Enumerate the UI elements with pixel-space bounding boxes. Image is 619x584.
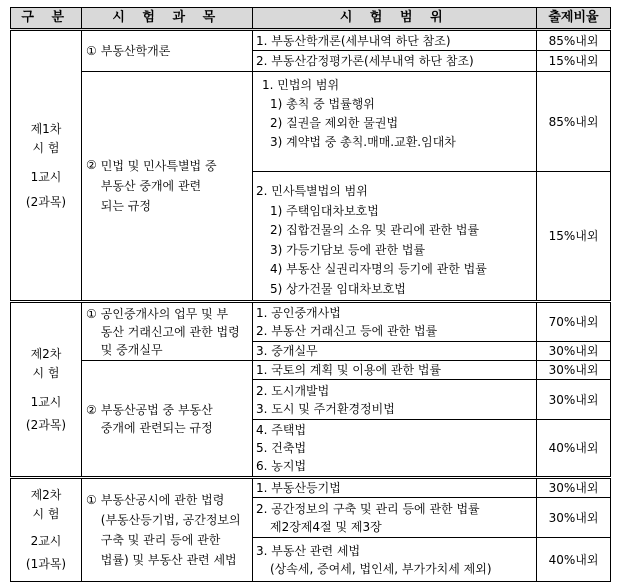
ratio-cell: 40%내외 (537, 538, 611, 582)
range-line: 1. 공인중개사법 (256, 306, 341, 320)
subject-line: 되는 규정 (100, 199, 151, 213)
subject-number: ① (86, 44, 97, 58)
gubun-line: 시 험 (32, 365, 60, 380)
gubun-line: 1교시 (30, 394, 62, 409)
range-line: 2. 민사특별법의 범위 (256, 184, 368, 198)
header-ratio: 출제비율 (537, 8, 611, 30)
range-line: 1. 국토의 계획 및 이용에 관한 법률 (256, 363, 442, 377)
range-line: 4. 주택법 (256, 423, 307, 437)
range-line: 2. 공간정보의 구축 및 관리 등에 관한 법률 (256, 501, 480, 516)
gubun-line: (2과목) (25, 194, 67, 209)
range-cell (253, 51, 537, 72)
range-line: 1) 주택임대차보호법 (270, 203, 379, 218)
range-line: 1. 부동산등기법 (256, 481, 341, 495)
ratio-cell: 30%내외 (537, 380, 611, 420)
header-range: 시 험 범 위 (253, 8, 537, 30)
range-line: 5) 상가건물 임대차보호법 (270, 281, 406, 296)
gubun-line: 제1차 (30, 121, 62, 136)
subject-number: ② (86, 158, 97, 172)
range-cell (253, 538, 537, 582)
subject-text: 부동산학개론 (100, 44, 171, 58)
header-subject: 시 험 과 목 (82, 8, 253, 30)
range-cell (253, 420, 537, 478)
subject-line: 공인중개사의 업무 및 부 (100, 306, 229, 321)
range-line: 2) 질권을 제외한 물권법 (270, 116, 399, 130)
exam1-subject-1 (82, 30, 253, 72)
range-line: 6. 농지법 (256, 459, 307, 473)
subject-line: 법률) 및 부동산 관련 세법 (100, 553, 237, 567)
subject-number: ② (86, 402, 97, 417)
gubun-line: 제2차 (30, 488, 62, 502)
gubun-line: (2과목) (25, 417, 67, 432)
range-line: 2. 부동산 거래신고 등에 관한 법률 (256, 324, 438, 338)
range-line: 3) 계약법 중 총칙.매매.교환.임대차 (270, 135, 456, 149)
range-line: 2. 도시개발법 (256, 383, 330, 398)
ratio-cell: 30%내외 (537, 478, 611, 498)
ratio-cell: 15%내외 (537, 172, 611, 302)
range-line: (상속세, 증여세, 법인세, 부가가치세 제외) (270, 561, 492, 576)
subject-line: 민법 및 민사특별법 중 (100, 159, 217, 173)
range-cell (253, 302, 537, 342)
subject-line: 구축 및 관리 등에 관한 (100, 533, 221, 547)
gubun-line: 1교시 (30, 169, 62, 184)
range-line: 1. 부동산학개론(세부내역 하단 참조) (256, 33, 451, 48)
range-cell (253, 478, 537, 498)
range-cell (253, 361, 537, 380)
range-line: 3. 도시 및 주거환경정비법 (256, 401, 395, 416)
ratio-cell: 85%내외 (537, 72, 611, 172)
gubun-line: 시 험 (32, 507, 60, 521)
range-line: 4) 부동산 실권리자명의 등기에 관한 법률 (270, 262, 487, 276)
subject-line: 부동산공시에 관한 법령 (100, 493, 225, 507)
range-line: 2. 부동산감정평가론(세부내역 하단 참조) (256, 54, 474, 68)
exam1-row-1 (11, 30, 611, 51)
gubun-line: 2교시 (30, 534, 62, 548)
range-cell (253, 498, 537, 538)
ratio-cell: 15%내외 (537, 51, 611, 72)
range-line: 2) 집합건물의 소유 및 관리에 관한 법률 (270, 223, 480, 237)
exam1-row-3 (11, 72, 611, 172)
ratio-cell: 30%내외 (537, 342, 611, 361)
subject-line: 부동산 중개에 관련 (100, 179, 202, 193)
subject-line: (부동산등기법, 공간정보의 (100, 513, 241, 527)
exam2b-gubun (11, 478, 82, 582)
gubun-line: (1과목) (25, 557, 67, 571)
ratio-cell: 85%내외 (537, 30, 611, 51)
exam2a-subject-1 (82, 302, 253, 361)
exam2a-gubun (11, 302, 82, 478)
exam1-subject-2 (82, 72, 253, 302)
ratio-cell: 30%내외 (537, 498, 611, 538)
subject-line: 중개에 관련되는 규정 (100, 420, 213, 435)
exam2b-subject-1 (82, 478, 253, 582)
range-line: 3. 부동산 관련 세법 (256, 543, 361, 558)
exam1-gubun (11, 30, 82, 302)
range-line: 3) 가등기담보 등에 관한 법률 (270, 242, 426, 257)
exam2b-row-1 (11, 478, 611, 498)
subject-line: 부동산공법 중 부동산 (100, 402, 213, 417)
subject-line: 및 중개실무 (100, 342, 163, 357)
gubun-line: 제2차 (30, 346, 62, 361)
range-cell (253, 380, 537, 420)
range-cell (253, 172, 537, 302)
range-cell (253, 342, 537, 361)
exam2a-subject-2 (82, 361, 253, 478)
header-row (11, 8, 611, 30)
exam2a-row-1 (11, 302, 611, 342)
gubun-line: 시 험 (32, 140, 60, 155)
range-cell (253, 72, 537, 172)
subject-line: 동산 거래신고에 관한 법령 (100, 324, 240, 339)
range-line: 1) 총칙 중 법률행위 (270, 97, 375, 111)
subject-number: ① (86, 493, 97, 507)
ratio-cell: 40%내외 (537, 420, 611, 478)
exam2a-row-3 (11, 361, 611, 380)
exam-scope-table (10, 7, 611, 582)
ratio-cell: 30%내외 (537, 361, 611, 380)
range-line: 3. 중개실무 (256, 344, 318, 358)
header-gubun: 구 분 (11, 8, 82, 30)
range-cell (253, 30, 537, 51)
range-line: 5. 건축법 (256, 441, 307, 455)
ratio-cell: 70%내외 (537, 302, 611, 342)
range-line: 제2장제4절 및 제3장 (270, 519, 382, 534)
range-line: 1. 민법의 범위 (262, 78, 340, 92)
subject-number: ① (86, 306, 97, 321)
